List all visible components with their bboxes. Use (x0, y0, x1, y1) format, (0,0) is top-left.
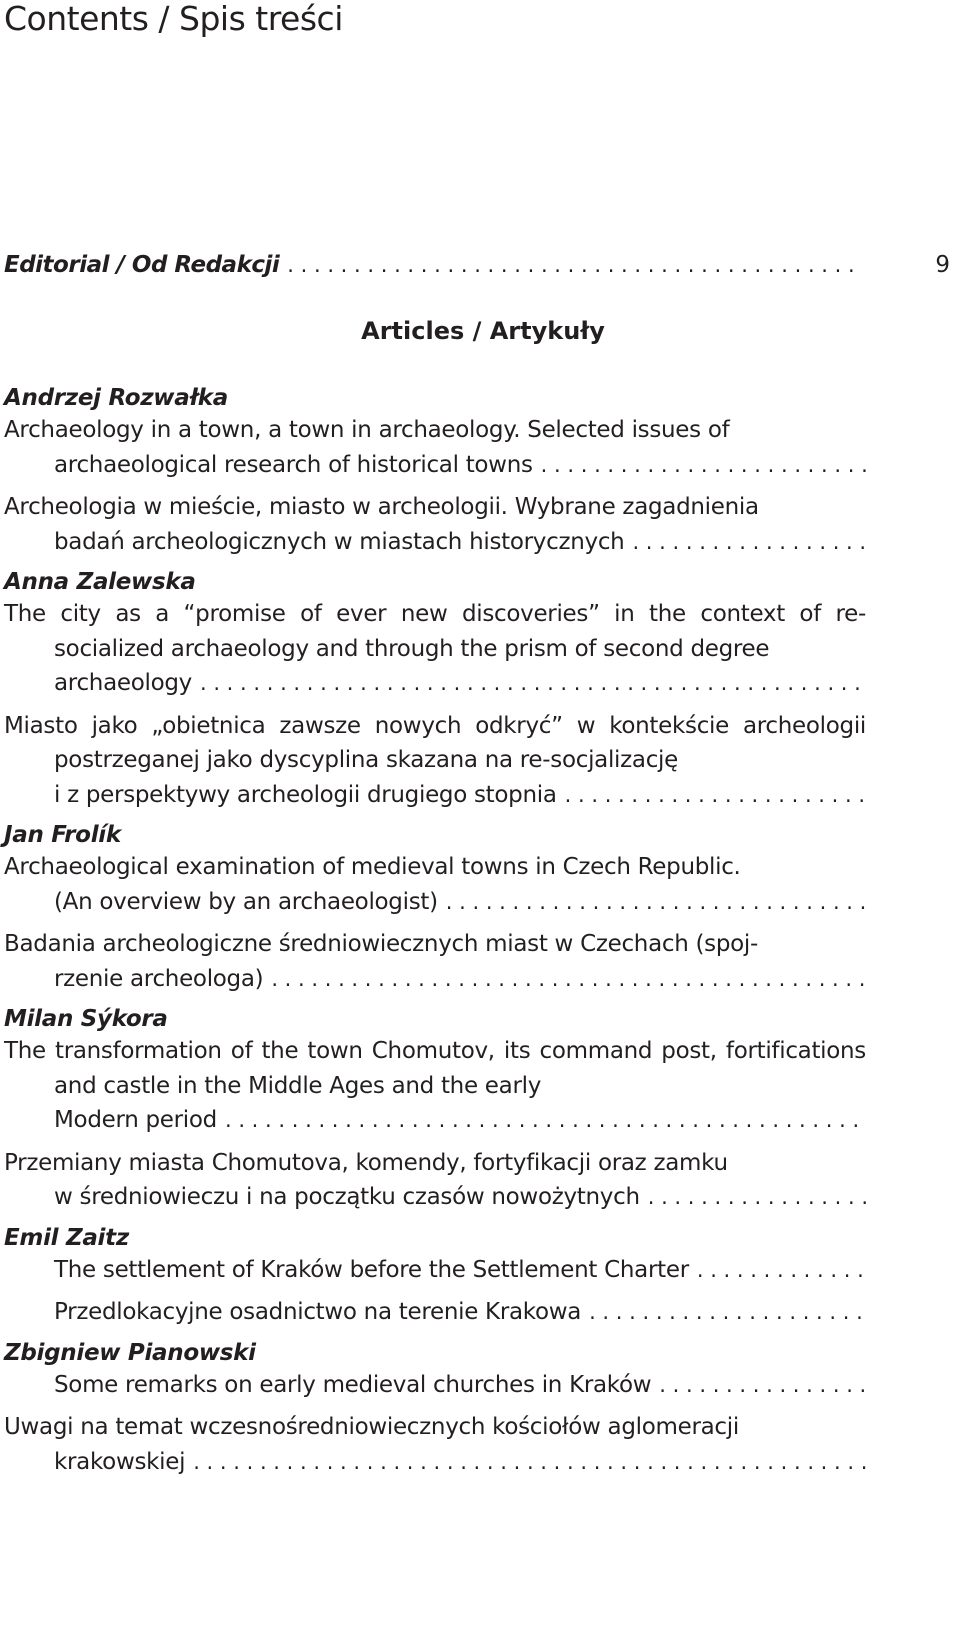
author-name: Milan Sýkora (4, 1006, 168, 1032)
entry-title-head: Przemiany miasta Chomutova, komendy, fortyfikacji oraz zamku (4, 1149, 728, 1176)
entry-title-head: Badania archeologiczne średniowiecznych miast w Czechach (spoj- (4, 931, 759, 957)
entry-title-head: Archaeology in a town, a town in archaeology. Selected issues of (4, 417, 730, 443)
author-name: Anna Zalewska (4, 569, 196, 595)
entry-title-tail: Przedlokacyjne osadnictwo na terenie Krakowa (54, 1299, 582, 1325)
entry-title-head: Uwagi na temat wczesnośredniowiecznych kościołów aglomeracji (4, 1414, 739, 1440)
dot-leader (659, 1368, 866, 1403)
entry-title-head: Archaeological examination of medieval towns in Czech Republic. (4, 854, 741, 880)
toc-list (4, 383, 866, 1487)
toc-group (4, 1004, 866, 1215)
editorial-label: Editorial / Od Redakcji (4, 252, 280, 278)
dot-leader (565, 778, 866, 813)
entry-title-tail: i z perspektywy archeologii drugiego stopnia (54, 781, 557, 808)
entry-title-tail: badań archeologicznych w miastach historycznych (54, 528, 625, 555)
toc-entry[interactable] (4, 597, 866, 701)
toc-entry[interactable] (4, 490, 866, 559)
dot-leader (632, 525, 866, 560)
toc-entry[interactable] (4, 1368, 866, 1403)
entry-title-head: Archeologia w mieście, miasto w archeologii. Wybrane zagadnienia (4, 494, 759, 520)
entry-title-tail: archaeology (54, 670, 192, 696)
dot-leader (287, 250, 858, 280)
entry-title-tail: rzenie archeologa) (54, 965, 264, 992)
toc-entry[interactable] (4, 1146, 866, 1215)
toc-entry-editorial[interactable] (4, 250, 866, 280)
toc-group (4, 383, 866, 559)
dot-leader (271, 962, 866, 997)
dot-leader (193, 1445, 866, 1480)
dot-leader (446, 885, 866, 920)
toc-group (4, 1338, 866, 1480)
dot-leader (589, 1295, 866, 1330)
entry-title-tail: Some remarks on early medieval churches in Kraków (54, 1371, 652, 1398)
entry-title-tail: w średniowieczu i na początku czasów nowożytnych (54, 1184, 640, 1210)
entry-title-tail: krakowskiej (54, 1448, 186, 1475)
dot-leader (225, 1103, 866, 1138)
toc-entry[interactable] (4, 413, 866, 482)
author-name: Jan Frolík (4, 822, 121, 848)
entry-title-head: The city as a “promise of ever new discoveries” in the context of re-socialized archaeology and through the prism of second degree (4, 601, 866, 662)
entry-title-tail: Modern period (54, 1107, 217, 1133)
toc-group (4, 1223, 866, 1330)
section-heading: Articles / Artykuły (361, 317, 605, 345)
page-title: Contents / Spis treści (4, 0, 343, 38)
entry-title-head: The transformation of the town Chomutov, its command post, fortifications and castle in the Middle Ages and the early (4, 1038, 866, 1099)
toc-group (4, 567, 866, 812)
toc-entry[interactable] (4, 1253, 866, 1288)
author-name: Emil Zaitz (4, 1224, 129, 1251)
entry-title-tail: archaeological research of historical towns (54, 451, 533, 478)
editorial-page-number: 9 (935, 252, 950, 278)
toc-entry[interactable] (4, 927, 866, 996)
toc-group (4, 820, 866, 996)
toc-entry[interactable] (4, 1295, 866, 1330)
toc-entry[interactable] (4, 709, 866, 813)
entry-title-tail: (An overview by an archaeologist) (54, 888, 438, 915)
author-name: Andrzej Rozwałka (4, 385, 229, 411)
dot-leader (541, 448, 866, 483)
entry-title-tail: The settlement of Kraków before the Settlement Charter (54, 1256, 689, 1283)
entry-title-head: Miasto jako „obietnica zawsze nowych odkryć” w kontekście archeologii postrzeganej jako dyscyplina skazana na re-socjalizację (4, 712, 866, 773)
author-name: Zbigniew Pianowski (4, 1339, 256, 1366)
toc-entry[interactable] (4, 1410, 866, 1479)
toc-entry[interactable] (4, 1034, 866, 1138)
toc-entry[interactable] (4, 850, 866, 919)
dot-leader (697, 1253, 866, 1288)
dot-leader (200, 666, 866, 701)
dot-leader (648, 1180, 866, 1215)
